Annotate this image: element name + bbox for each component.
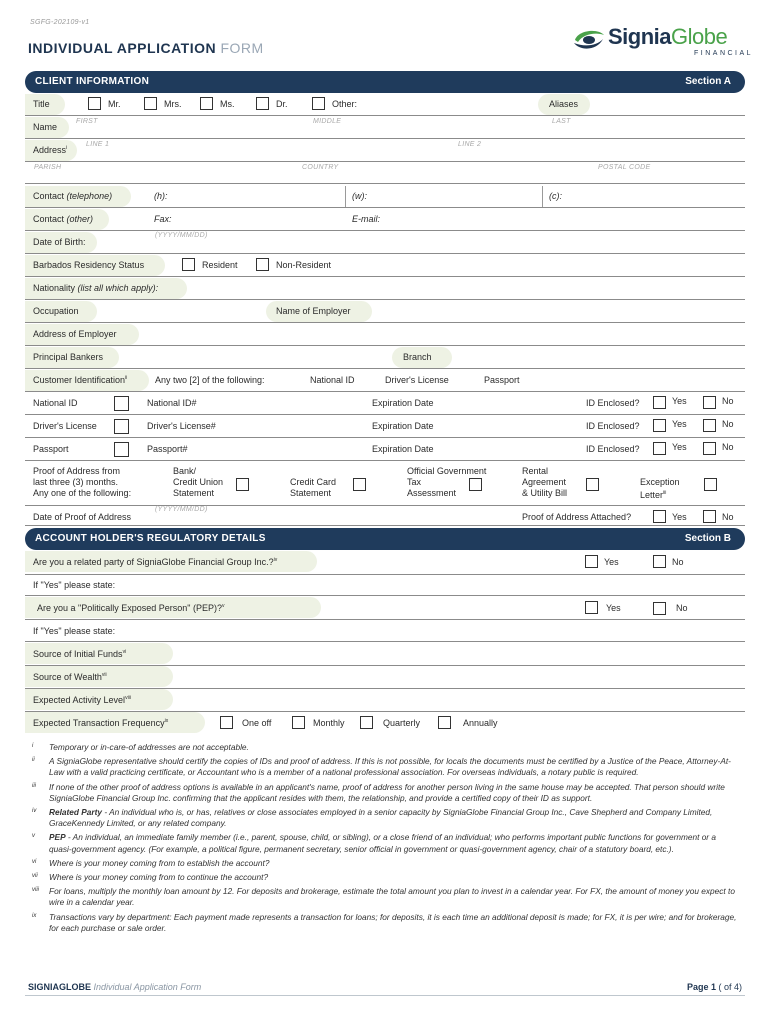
footnote-text: Where is your money coming from to establish the account? [49,857,270,868]
freq-monthly-label: Monthly [313,718,345,728]
section-a-header [25,71,745,93]
id-row-drivers-license-expiration-label: Expiration Date [372,421,434,431]
proof-tax-checkbox[interactable] [469,478,482,491]
freq-annually-checkbox[interactable] [438,716,451,729]
title-mrs-label: Mrs. [164,99,182,109]
contact-divider-2 [542,186,543,207]
pep-if-yes-rule[interactable] [25,641,745,642]
footnote-text: Temporary or in-care-of addresses are not acceptable. [49,742,249,752]
pep-rule [25,619,745,620]
pep-no-checkbox[interactable] [653,602,666,615]
footnote-item [32,872,737,883]
id-row-drivers-license-no-checkbox[interactable] [703,419,716,432]
frequency-label: Expected Transaction Frequency$^{ix}$ [33,718,169,728]
section-a-title: CLIENT INFORMATION [35,76,150,87]
any-two-label: Any two [2] of the following: [155,375,265,385]
pep-no-label: No [676,603,688,613]
proof-bank-checkbox[interactable] [236,478,249,491]
footnote-item [32,756,737,778]
dob-rule[interactable] [25,253,745,254]
work-phone-label: (w): [352,191,367,201]
proof-attached-no-label: No [722,512,734,522]
cell-phone-label: (c): [549,191,562,201]
id-row-passport-no-label: No [722,442,734,452]
related-no-checkbox[interactable] [653,555,666,568]
section-b-title: ACCOUNT HOLDER'S REGULATORY DETAILS [35,533,266,544]
fax-label: Fax: [154,214,172,224]
postal-hint: POSTAL CODE [598,164,651,171]
section-b-header [25,528,745,550]
nationality-rule[interactable] [25,299,745,300]
proof-opt-rental: Rental Agreement & Utility Bill [522,466,568,498]
related-if-yes-label: If "Yes" please state: [33,580,116,590]
id-row-passport-expiration-label: Expiration Date [372,444,434,454]
parish-rule[interactable] [25,183,745,184]
country-hint: COUNTRY [302,164,339,171]
footnote-text: Transactions vary by department: Each payment made represents a transaction for loans; for deposits, it is each time an additional deposit is made; for FX, it is per wire; and for brokerage, for each purchase or sale order. [49,911,737,933]
title-other-checkbox[interactable] [312,97,325,110]
title-mr-checkbox[interactable] [88,97,101,110]
opt-drivers-license: Driver's License [385,375,449,385]
freq-quarterly-checkbox[interactable] [360,716,373,729]
pep-label: Are you a "Politically Exposed Person" (PEP)?$^v$ [37,603,225,613]
footer-brand: SIGNIAGLOBE Individual Application Form [28,982,202,992]
footnote-marker: ii [32,757,35,764]
proof-date-label: Date of Proof of Address [33,512,132,522]
footnote-marker: i [32,743,34,749]
proof-attached-yes-label: Yes [672,512,687,522]
footnote-item: v PEP - An individual, an immediate family member (i.e., parent, spouse, child, or sibling), or a close friend of an individual; who performs important public functions for government or a quasi-government agency. (For example, a political figure, permanent secretary, senior official in government or quasi-government agency, chair of a statutory board, etc.). [32,832,716,854]
line1-hint: LINE 1 [86,141,110,148]
related-rule [25,574,745,575]
footnote-text: Where is your money coming from to continue the account? [49,872,269,883]
dob-label: Date of Birth: [33,237,86,247]
footnote-item [32,742,737,753]
title-dr-label: Dr. [276,99,288,109]
title-dr-checkbox[interactable] [256,97,269,110]
home-phone-label: (h): [154,191,168,201]
middle-hint: MIDDLE [313,118,342,125]
related-yes-label: Yes [604,557,619,567]
title-other-label: Other: [332,99,358,109]
name-rule[interactable] [25,138,745,139]
cust-id-rule [25,391,745,392]
footnote-text: A SigniaGlobe representative should certify the copies of IDs and proof of address. If this is not possible, for locals the documents must be certified by a Justice of the Peace, Attorney-At-Law with a valid practicing certificate, or Accountant who is a member of a national professional association. For overseas individuals, a notary public is required. [49,756,731,778]
id-row-national-id-yes-checkbox[interactable] [653,396,666,409]
contact-other-label: Contact (other) [33,214,94,224]
activity-label: Expected Activity Level$^{viii}$ [33,695,131,705]
section-a-tag: Section A [685,76,731,87]
freq-annually-label: Annually [463,718,498,728]
id-row-national-id-rule[interactable] [25,414,745,415]
title-mrs-checkbox[interactable] [144,97,157,110]
footnote-marker: iii [32,782,36,789]
title-ms-checkbox[interactable] [200,97,213,110]
pep-yes-checkbox[interactable] [585,601,598,614]
footnote-marker: iv [32,808,37,815]
id-row-drivers-license-yes-label: Yes [672,419,687,429]
opt-passport: Passport [484,375,520,385]
address-rule[interactable] [25,161,745,162]
footnote-item [32,782,737,804]
id-row-drivers-license-checkbox[interactable] [114,419,129,434]
contact-tel-rule[interactable] [25,207,745,208]
source-wealth-label: Source of Wealth$^{vii}$ [33,672,107,682]
id-row-passport-enclosed-label: ID Enclosed? [586,444,640,454]
proof-date-rule[interactable] [25,525,745,526]
footnotes [32,742,737,937]
related-yes-checkbox[interactable] [585,555,598,568]
email-label: E-mail: [352,214,381,224]
page-number: Page 1 ( of 4) [686,982,742,992]
title-bold: INDIVIDUAL APPLICATION [28,40,217,56]
name-label: Name [33,122,58,132]
footnote-marker: viii [32,887,39,894]
footnote-text: - An individual who is, or has, relatives or close associates employed in a senior capacity by SigniaGlobe Financial Group Inc., Cave Shepherd and Company Limited, GraceKennedy Limited, or any related company. [49,807,713,829]
page-title [28,40,264,56]
id-row-passport-number-label: Passport# [147,444,188,454]
resident-label: Resident [202,260,238,270]
footer-rule [25,995,745,996]
title-light: FORM [220,40,264,56]
occupation-label: Occupation [33,306,79,316]
footnote-text: - An individual, an immediate family member (i.e., parent, spouse, child, or sibling), or a close friend of an individual; who performs important public functions for government or a quasi-government agency. (For example, a political figure, permanent secretary, senior official in government or quasi-government agency, chair of a statutory board, etc.). [49,832,716,854]
last-hint: LAST [552,118,571,125]
id-row-passport-no-checkbox[interactable] [703,442,716,455]
id-row-national-id-checkbox[interactable] [114,396,129,411]
footnote-text: If none of the other proof of address options is available in an applicant's name, proof of address for another person living in the same house may be accepted. That person should write SigniaGlobe Financial Group Inc. confirming that the applicant resides with them, the relationship, and provide a certified copy of their ID as support. [49,781,725,803]
footnote-item [32,858,737,869]
proof-opt-bank: Bank/ Credit Union Statement [173,466,224,498]
bankers-label: Principal Bankers [33,352,104,362]
freq-one-off-checkbox[interactable] [220,716,233,729]
footnote-marker: v [32,833,35,840]
proof-rule [25,505,745,506]
id-row-drivers-license-label: Driver's License [33,421,97,431]
employer-address-label: Address of Employer [33,329,117,339]
id-row-passport-rule[interactable] [25,460,745,461]
related-label: Are you a related party of SigniaGlobe Financial Group Inc.?$^{iv}$ [33,557,278,567]
title-mr-label: Mr. [108,99,121,109]
proof-label: Proof of Address from last three (3) months. Any one of the following: [33,466,132,498]
globe-logo-icon [572,26,606,52]
proof-opt-exception: Exception Letter$^{iii}$ [640,477,680,500]
id-row-drivers-license-yes-checkbox[interactable] [653,419,666,432]
id-row-passport-label: Passport [33,444,69,454]
contact-divider-1 [345,186,346,207]
freq-monthly-checkbox[interactable] [292,716,305,729]
source-funds-label: Source of Initial Funds$^{vi}$ [33,649,127,659]
nationality-label: Nationality (list all which apply): [33,283,159,293]
dob-hint: (YYYY/MM/DD) [155,232,208,239]
line2-hint: LINE 2 [458,141,482,148]
related-no-label: No [672,557,684,567]
id-row-national-id-no-checkbox[interactable] [703,396,716,409]
pep-yes-label: Yes [606,603,621,613]
proof-date-hint: (YYYY/MM/DD) [155,506,208,513]
proof-credit-card-checkbox[interactable] [353,478,366,491]
proof-rental-checkbox[interactable] [586,478,599,491]
occupation-rule[interactable] [25,322,745,323]
proof-opt-credit-card: Credit Card Statement [290,477,337,498]
footnote-marker: vii [32,873,38,880]
proof-attached-no-checkbox[interactable] [703,510,716,523]
proof-attached-label: Proof of Address Attached? [522,512,632,522]
title-label: Title [33,99,50,109]
id-row-national-id-enclosed-label: ID Enclosed? [586,398,640,408]
proof-attached-yes-checkbox[interactable] [653,510,666,523]
parish-hint: PARISH [34,164,62,171]
id-row-national-id-number-label: National ID# [147,398,197,408]
id-row-national-id-expiration-label: Expiration Date [372,398,434,408]
opt-national-id: National ID [310,375,355,385]
related-if-yes-rule[interactable] [25,595,745,596]
id-row-drivers-license-no-label: No [722,419,734,429]
section-b-tag: Section B [684,533,731,544]
id-row-drivers-license-rule[interactable] [25,437,745,438]
branch-label: Branch [403,352,432,362]
first-hint: FIRST [76,118,98,125]
contact-other-rule[interactable] [25,230,745,231]
footnote-marker: ix [32,912,37,919]
bankers-rule[interactable] [25,368,745,369]
freq-one-off-label: One off [242,718,272,728]
footnote-item [32,886,737,908]
id-row-drivers-license-enclosed-label: ID Enclosed? [586,421,640,431]
footnote-text: For loans, multiply the monthly loan amount by 12. For deposits and brokerage, estimate the total amount you plan to invest in a calendar year. For FX, the amount of money you expect to wire in a calendar year. [49,886,735,908]
non-resident-label: Non-Resident [276,260,332,270]
aliases-label: Aliases [549,99,579,109]
employer-address-rule[interactable] [25,345,745,346]
id-row-drivers-license-number-label: Driver's License# [147,421,216,431]
cust-id-label: Customer Identification$^{ii}$ [33,375,128,385]
residency-rule [25,276,745,277]
logo-wordmark: SigniaGlobe [608,24,728,49]
id-row-passport-yes-checkbox[interactable] [653,442,666,455]
id-row-national-id-label: National ID [33,398,78,408]
footnote-item: iv Related Party - An individual who is, or has, relatives or close associates employed in a senior capacity by SigniaGlobe Financial Group Inc., Cave Shepherd and Company Limited, GraceKennedy Limited, or any related company. [32,807,713,829]
title-row-rule [25,115,745,116]
title-ms-label: Ms. [220,99,235,109]
id-row-national-id-no-label: No [722,396,734,406]
freq-quarterly-label: Quarterly [383,718,421,728]
non-resident-checkbox[interactable] [256,258,269,271]
logo-subtitle: FINANCIAL [694,50,754,57]
signiaglobe-logo [572,22,752,60]
id-row-national-id-yes-label: Yes [672,396,687,406]
contact-tel-label: Contact (telephone) [33,191,113,201]
proof-opt-tax: Official Government Tax Assessment [407,466,487,498]
resident-checkbox[interactable] [182,258,195,271]
id-row-passport-checkbox[interactable] [114,442,129,457]
residency-label: Barbados Residency Status [33,260,145,270]
proof-exception-checkbox[interactable] [704,478,717,491]
footnote-item [32,912,737,934]
document-code: SGFG-202109-v1 [30,19,90,26]
id-row-passport-yes-label: Yes [672,442,687,452]
employer-label: Name of Employer [276,306,351,316]
address-label: Address$^i$ [33,145,68,155]
pep-if-yes-label: If "Yes" please state: [33,626,116,636]
footnote-marker: vi [32,858,37,865]
